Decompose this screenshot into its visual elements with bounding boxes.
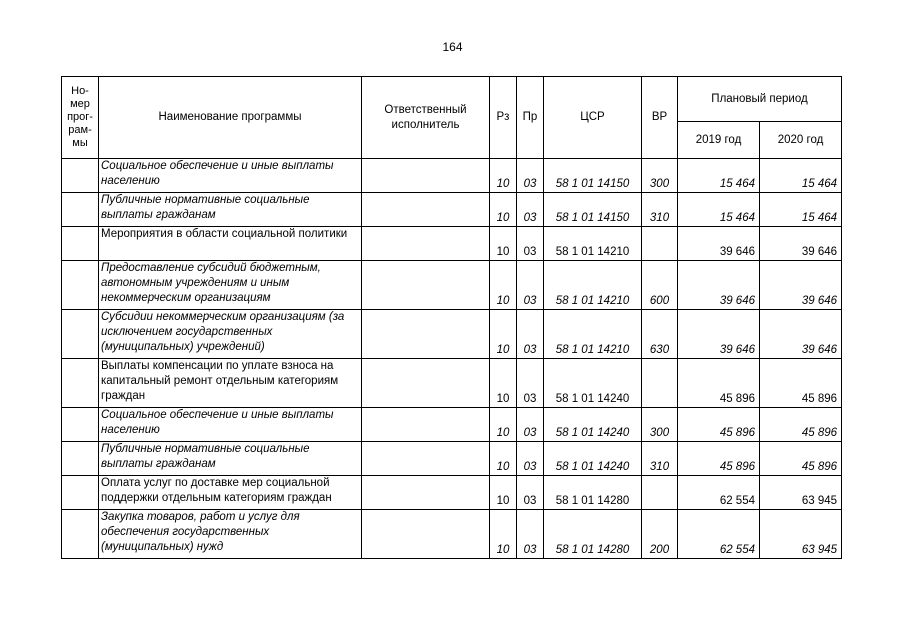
cell-2019: 39 646 bbox=[678, 227, 760, 261]
cell-rz: 10 bbox=[490, 227, 517, 261]
cell-2020: 45 896 bbox=[760, 408, 842, 442]
cell-vr: 630 bbox=[642, 310, 678, 359]
cell-2020: 45 896 bbox=[760, 359, 842, 408]
cell-executor bbox=[362, 159, 490, 193]
header-planned-period: Плановый период bbox=[678, 77, 842, 122]
cell-executor bbox=[362, 476, 490, 510]
header-vr: ВР bbox=[642, 77, 678, 159]
table-row bbox=[62, 261, 842, 310]
table-row bbox=[62, 193, 842, 227]
cell-program-name: Оплата услуг по доставке мер социальной поддержки отдельным категориям граждан bbox=[99, 476, 362, 510]
cell-2020: 15 464 bbox=[760, 193, 842, 227]
cell-csr: 58 1 01 14210 bbox=[544, 261, 642, 310]
cell-csr: 58 1 01 14240 bbox=[544, 442, 642, 476]
table-row bbox=[62, 408, 842, 442]
cell-program-number bbox=[62, 510, 99, 559]
cell-2020: 39 646 bbox=[760, 227, 842, 261]
cell-vr bbox=[642, 227, 678, 261]
cell-2020: 63 945 bbox=[760, 510, 842, 559]
cell-2019: 39 646 bbox=[678, 310, 760, 359]
table-row bbox=[62, 359, 842, 408]
cell-program-number bbox=[62, 227, 99, 261]
header-year-2020: 2020 год bbox=[760, 122, 842, 159]
cell-vr bbox=[642, 476, 678, 510]
table-row bbox=[62, 310, 842, 359]
cell-vr: 300 bbox=[642, 159, 678, 193]
cell-pr: 03 bbox=[517, 408, 544, 442]
cell-2019: 15 464 bbox=[678, 193, 760, 227]
cell-2020: 39 646 bbox=[760, 310, 842, 359]
budget-table bbox=[61, 76, 842, 559]
cell-rz: 10 bbox=[490, 359, 517, 408]
cell-program-name: Предоставление субсидий бюджетным, автономным учреждениям и иным некоммерческим организациям bbox=[99, 261, 362, 310]
cell-executor bbox=[362, 359, 490, 408]
cell-csr: 58 1 01 14240 bbox=[544, 408, 642, 442]
cell-csr: 58 1 01 14150 bbox=[544, 193, 642, 227]
cell-rz: 10 bbox=[490, 442, 517, 476]
cell-program-number bbox=[62, 476, 99, 510]
header-row bbox=[62, 77, 842, 122]
cell-pr: 03 bbox=[517, 442, 544, 476]
cell-2019: 62 554 bbox=[678, 510, 760, 559]
cell-program-name: Мероприятия в области социальной политики bbox=[99, 227, 362, 261]
cell-csr: 58 1 01 14210 bbox=[544, 227, 642, 261]
cell-pr: 03 bbox=[517, 359, 544, 408]
cell-program-name: Закупка товаров, работ и услуг для обеспечения государственных (муниципальных) нужд bbox=[99, 510, 362, 559]
cell-executor bbox=[362, 408, 490, 442]
cell-2019: 62 554 bbox=[678, 476, 760, 510]
page-number: 164 bbox=[442, 40, 463, 54]
cell-pr: 03 bbox=[517, 261, 544, 310]
table-row bbox=[62, 476, 842, 510]
cell-pr: 03 bbox=[517, 159, 544, 193]
header-rz: Рз bbox=[490, 77, 517, 159]
cell-program-name: Публичные нормативные социальные выплаты гражданам bbox=[99, 442, 362, 476]
cell-pr: 03 bbox=[517, 310, 544, 359]
table-row bbox=[62, 159, 842, 193]
cell-program-name: Субсидии некоммерческим организациям (за исключением государственных (муниципальных) учреждений) bbox=[99, 310, 362, 359]
cell-csr: 58 1 01 14150 bbox=[544, 159, 642, 193]
cell-program-number bbox=[62, 359, 99, 408]
cell-rz: 10 bbox=[490, 476, 517, 510]
table-row bbox=[62, 510, 842, 559]
cell-vr: 310 bbox=[642, 442, 678, 476]
cell-rz: 10 bbox=[490, 261, 517, 310]
cell-vr bbox=[642, 359, 678, 408]
header-executor: Ответственный исполнитель bbox=[362, 77, 490, 159]
header-program-name: Наименование программы bbox=[99, 77, 362, 159]
cell-csr: 58 1 01 14240 bbox=[544, 359, 642, 408]
cell-vr: 300 bbox=[642, 408, 678, 442]
cell-2019: 15 464 bbox=[678, 159, 760, 193]
cell-vr: 200 bbox=[642, 510, 678, 559]
cell-vr: 310 bbox=[642, 193, 678, 227]
cell-csr: 58 1 01 14210 bbox=[544, 310, 642, 359]
cell-2019: 45 896 bbox=[678, 408, 760, 442]
cell-2020: 45 896 bbox=[760, 442, 842, 476]
cell-rz: 10 bbox=[490, 193, 517, 227]
table-row bbox=[62, 442, 842, 476]
cell-program-number bbox=[62, 442, 99, 476]
cell-program-number bbox=[62, 193, 99, 227]
cell-2019: 45 896 bbox=[678, 442, 760, 476]
cell-program-name: Выплаты компенсации по уплате взноса на капитальный ремонт отдельным категориям граждан bbox=[99, 359, 362, 408]
cell-2020: 15 464 bbox=[760, 159, 842, 193]
header-year-2019: 2019 год bbox=[678, 122, 760, 159]
cell-program-number bbox=[62, 159, 99, 193]
cell-program-name: Публичные нормативные социальные выплаты гражданам bbox=[99, 193, 362, 227]
cell-program-name: Социальное обеспечение и иные выплаты населению bbox=[99, 159, 362, 193]
cell-csr: 58 1 01 14280 bbox=[544, 510, 642, 559]
cell-rz: 10 bbox=[490, 310, 517, 359]
cell-vr: 600 bbox=[642, 261, 678, 310]
cell-executor bbox=[362, 193, 490, 227]
cell-rz: 10 bbox=[490, 159, 517, 193]
header-pr: Пр bbox=[517, 77, 544, 159]
cell-2020: 63 945 bbox=[760, 476, 842, 510]
cell-program-number bbox=[62, 310, 99, 359]
cell-rz: 10 bbox=[490, 408, 517, 442]
cell-pr: 03 bbox=[517, 476, 544, 510]
cell-executor bbox=[362, 261, 490, 310]
cell-rz: 10 bbox=[490, 510, 517, 559]
cell-program-number bbox=[62, 408, 99, 442]
cell-executor bbox=[362, 310, 490, 359]
table-row bbox=[62, 227, 842, 261]
cell-pr: 03 bbox=[517, 193, 544, 227]
header-program-number: Но- мер прог- рам- мы bbox=[62, 77, 99, 159]
header-csr: ЦСР bbox=[544, 77, 642, 159]
cell-pr: 03 bbox=[517, 227, 544, 261]
cell-program-name: Социальное обеспечение и иные выплаты населению bbox=[99, 408, 362, 442]
cell-executor bbox=[362, 227, 490, 261]
cell-executor bbox=[362, 442, 490, 476]
cell-pr: 03 bbox=[517, 510, 544, 559]
cell-2020: 39 646 bbox=[760, 261, 842, 310]
cell-2019: 45 896 bbox=[678, 359, 760, 408]
cell-program-number bbox=[62, 261, 99, 310]
cell-2019: 39 646 bbox=[678, 261, 760, 310]
cell-executor bbox=[362, 510, 490, 559]
cell-csr: 58 1 01 14280 bbox=[544, 476, 642, 510]
